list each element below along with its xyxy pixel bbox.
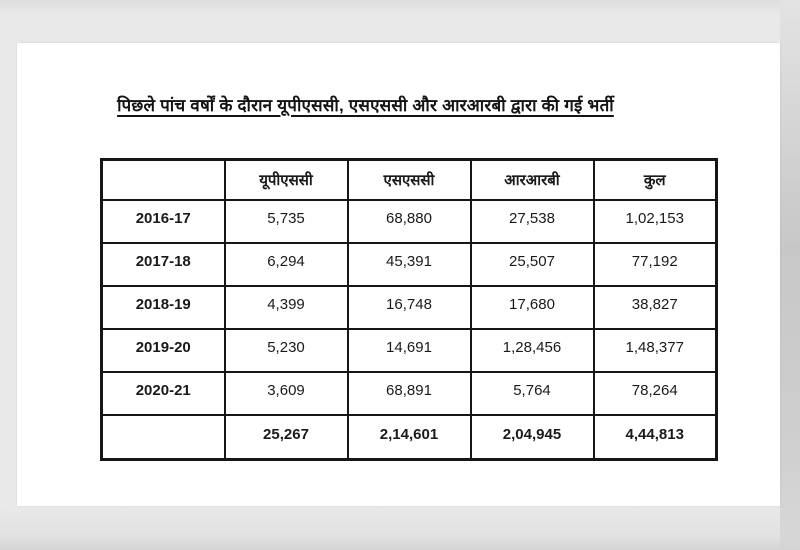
year-cell: 2019-20 — [102, 329, 225, 372]
upsc-value-cell: 4,399 — [225, 286, 348, 329]
ssc-value-cell: 68,880 — [348, 200, 471, 243]
year-cell: 2018-19 — [102, 286, 225, 329]
total-value-cell: 38,827 — [594, 286, 717, 329]
recruitment-table — [100, 158, 718, 461]
column-header-year — [102, 160, 225, 200]
total-value-cell: 1,48,377 — [594, 329, 717, 372]
year-cell: 2020-21 — [102, 372, 225, 415]
ssc-total-cell: 2,14,601 — [348, 415, 471, 460]
column-header-upsc: यूपीएससी — [225, 160, 348, 200]
rrb-value-cell: 25,507 — [471, 243, 594, 286]
ssc-value-cell: 45,391 — [348, 243, 471, 286]
table-totals-row — [102, 415, 717, 460]
rrb-total-cell: 2,04,945 — [471, 415, 594, 460]
rrb-value-cell: 17,680 — [471, 286, 594, 329]
table-row — [102, 286, 717, 329]
year-cell: 2016-17 — [102, 200, 225, 243]
upsc-total-cell: 25,267 — [225, 415, 348, 460]
ssc-value-cell: 14,691 — [348, 329, 471, 372]
upsc-value-cell: 3,609 — [225, 372, 348, 415]
table-row — [102, 372, 717, 415]
grand-total-cell: 4,44,813 — [594, 415, 717, 460]
column-header-rrb: आरआरबी — [471, 160, 594, 200]
table-row — [102, 329, 717, 372]
table-row — [102, 243, 717, 286]
ssc-value-cell: 16,748 — [348, 286, 471, 329]
backdrop-right-edge — [780, 0, 800, 550]
recruitment-table-container — [100, 158, 718, 461]
rrb-value-cell: 1,28,456 — [471, 329, 594, 372]
rrb-value-cell: 5,764 — [471, 372, 594, 415]
total-value-cell: 78,264 — [594, 372, 717, 415]
column-header-total: कुल — [594, 160, 717, 200]
ssc-value-cell: 68,891 — [348, 372, 471, 415]
upsc-value-cell: 5,230 — [225, 329, 348, 372]
total-value-cell: 77,192 — [594, 243, 717, 286]
document-title: पिछले पांच वर्षों के दौरान यूपीएससी, एसएससी और आरआरबी द्वारा की गई भर्ती — [117, 96, 614, 115]
rrb-value-cell: 27,538 — [471, 200, 594, 243]
upsc-value-cell: 6,294 — [225, 243, 348, 286]
table-row — [102, 200, 717, 243]
year-cell: 2017-18 — [102, 243, 225, 286]
total-value-cell: 1,02,153 — [594, 200, 717, 243]
table-header-row — [102, 160, 717, 200]
column-header-ssc: एसएससी — [348, 160, 471, 200]
totals-label-cell — [102, 415, 225, 460]
backdrop-bottom-edge — [0, 538, 800, 550]
document-page — [17, 43, 780, 506]
upsc-value-cell: 5,735 — [225, 200, 348, 243]
